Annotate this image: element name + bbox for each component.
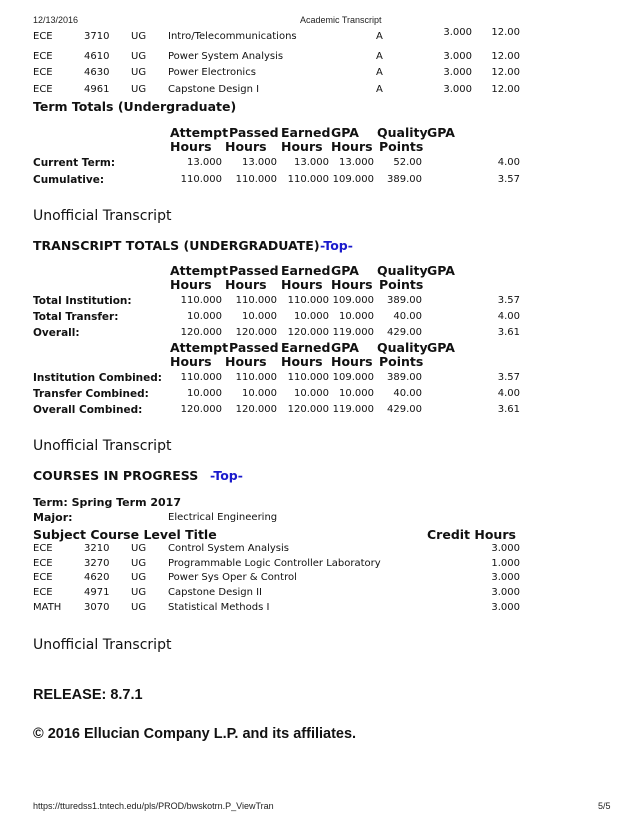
totals-earned-hours: 120.000 (287, 404, 329, 415)
totals-gpa: 4.00 (497, 388, 520, 399)
courses-in-progress-heading: COURSES IN PROGRESS (33, 468, 199, 483)
col-hours: Hours (225, 277, 267, 292)
course-subject: ECE (33, 51, 53, 62)
col-passed: Passed (229, 263, 279, 278)
totals-row-label: Overall Combined: (33, 404, 143, 416)
course-grade: A (376, 51, 383, 62)
credit-hours-col-header: Credit Hours (427, 527, 516, 542)
totals-attempt-hours: 13.000 (187, 157, 222, 168)
term-label: Term: Spring Term 2017 (33, 496, 181, 509)
print-url: https://tturedss1.tntech.edu/pls/PROD/bwskotrn.P_ViewTran (33, 801, 274, 811)
course-level: UG (131, 51, 147, 62)
ip-course-credit-hours: 1.000 (491, 557, 520, 569)
in-progress-col-header: Subject Course Level Title (33, 527, 217, 542)
totals-gpa-hours: 109.000 (332, 295, 374, 306)
totals-passed-hours: 110.000 (235, 174, 277, 185)
col-hours: Hours (170, 139, 212, 154)
totals-gpa-hours: 119.000 (332, 327, 374, 338)
transcript-totals-heading: TRANSCRIPT TOTALS (UNDERGRADUATE) (33, 238, 320, 253)
ip-course-subject: ECE (33, 557, 53, 569)
totals-gpa: 3.61 (497, 404, 520, 415)
col-points: Points (379, 277, 424, 292)
course-number: 4610 (84, 51, 110, 62)
totals-gpa-hours: 10.000 (339, 311, 374, 322)
col-points: Points (379, 354, 424, 369)
col-gpa: GPA (427, 125, 455, 140)
totals-quality-points: 389.00 (387, 372, 422, 383)
totals-passed-hours: 110.000 (235, 295, 277, 306)
col-earned: Earned (281, 263, 331, 278)
totals-row-label: Cumulative: (33, 174, 105, 186)
col-points: Points (379, 139, 424, 154)
course-title: Power System Analysis (168, 51, 284, 62)
ip-course-title: Programmable Logic Controller Laboratory (168, 557, 381, 569)
course-level: UG (131, 84, 147, 95)
unofficial-transcript-label-3: Unofficial Transcript (33, 637, 172, 653)
ip-course-level: UG (131, 557, 147, 569)
unofficial-transcript-label: Unofficial Transcript (33, 208, 172, 224)
ip-course-subject: ECE (33, 587, 53, 599)
col-hours: Hours (281, 139, 323, 154)
top-link[interactable]: -Top- (320, 238, 353, 253)
col-hours: Hours (170, 354, 212, 369)
col-hours: Hours (331, 139, 373, 154)
print-page-number: 5/5 (598, 801, 611, 811)
print-title: Academic Transcript (300, 15, 382, 25)
totals-earned-hours: 110.000 (287, 372, 329, 383)
totals-row-label: Institution Combined: (33, 372, 162, 384)
col-attempt: Attempt (170, 340, 229, 355)
totals-earned-hours: 10.000 (294, 311, 329, 322)
ip-course-credit-hours: 3.000 (491, 572, 520, 584)
ip-course-credit-hours: 3.000 (491, 587, 520, 599)
totals-passed-hours: 110.000 (235, 372, 277, 383)
course-grade: A (376, 84, 383, 95)
course-credit-hours: 3.000 (443, 84, 472, 95)
ip-course-number: 4620 (84, 572, 110, 584)
totals-passed-hours: 13.000 (242, 157, 277, 168)
totals-gpa-hours: 10.000 (339, 388, 374, 399)
course-grade: A (376, 31, 383, 42)
col-quality: Quality (377, 263, 428, 278)
ip-course-title: Statistical Methods I (168, 601, 270, 613)
col-quality: Quality (377, 340, 428, 355)
totals-quality-points: 429.00 (387, 404, 422, 415)
course-level: UG (131, 67, 147, 78)
totals-gpa: 3.57 (497, 295, 520, 306)
totals-attempt-hours: 120.000 (180, 404, 222, 415)
col-gpa: GPA (427, 340, 455, 355)
ip-course-title: Power Sys Oper & Control (168, 572, 297, 584)
top-link-2[interactable]: -Top- (210, 468, 243, 483)
course-title: Capstone Design I (168, 84, 260, 95)
totals-passed-hours: 120.000 (235, 327, 277, 338)
course-level: UG (131, 31, 147, 42)
term-totals-heading: Term Totals (Undergraduate) (33, 99, 237, 114)
course-title: Power Electronics (168, 67, 256, 78)
totals-gpa: 4.00 (497, 157, 520, 168)
col-passed: Passed (229, 125, 279, 140)
totals-gpa-hours: 119.000 (332, 404, 374, 415)
course-quality-points: 12.00 (491, 84, 520, 95)
ip-course-credit-hours: 3.000 (491, 601, 520, 613)
totals-attempt-hours: 110.000 (180, 372, 222, 383)
ip-course-number: 3070 (84, 601, 110, 613)
col-hours: Hours (281, 277, 323, 292)
col-passed: Passed (229, 340, 279, 355)
totals-attempt-hours: 10.000 (187, 388, 222, 399)
totals-gpa-hours: 109.000 (332, 174, 374, 185)
col-gpa-hours: GPA (331, 125, 359, 140)
col-gpa-hours: GPA (331, 340, 359, 355)
ip-course-level: UG (131, 601, 147, 613)
ip-course-credit-hours: 3.000 (491, 543, 520, 554)
col-hours: Hours (281, 354, 323, 369)
course-quality-points: 12.00 (491, 27, 520, 38)
course-number: 3710 (84, 31, 110, 42)
totals-quality-points: 389.00 (387, 295, 422, 306)
totals-row-label: Total Institution: (33, 295, 132, 307)
totals-earned-hours: 110.000 (287, 295, 329, 306)
col-hours: Hours (225, 139, 267, 154)
col-earned: Earned (281, 125, 331, 140)
totals-gpa-hours: 13.000 (339, 157, 374, 168)
course-quality-points: 12.00 (491, 51, 520, 62)
col-attempt: Attempt (170, 263, 229, 278)
course-credit-hours: 3.000 (443, 27, 472, 38)
ip-course-number: 4971 (84, 587, 110, 599)
totals-earned-hours: 10.000 (294, 388, 329, 399)
course-subject: ECE (33, 67, 53, 78)
ip-course-number: 3270 (84, 557, 110, 569)
totals-gpa: 3.61 (497, 327, 520, 338)
totals-row-label: Total Transfer: (33, 311, 119, 323)
totals-quality-points: 429.00 (387, 327, 422, 338)
print-date: 12/13/2016 (33, 15, 79, 25)
col-quality: Quality (377, 125, 428, 140)
totals-passed-hours: 120.000 (235, 404, 277, 415)
totals-row-label: Transfer Combined: (33, 388, 149, 400)
totals-gpa: 3.57 (497, 372, 520, 383)
totals-quality-points: 40.00 (393, 311, 422, 322)
ip-course-subject: ECE (33, 543, 53, 554)
release-version: RELEASE: 8.7.1 (33, 687, 143, 703)
totals-quality-points: 40.00 (393, 388, 422, 399)
unofficial-transcript-label-2: Unofficial Transcript (33, 438, 172, 454)
totals-gpa: 3.57 (497, 174, 520, 185)
ip-course-subject: ECE (33, 572, 53, 584)
course-subject: ECE (33, 84, 53, 95)
ip-course-subject: MATH (33, 601, 62, 613)
totals-quality-points: 389.00 (387, 174, 422, 185)
course-number: 4630 (84, 67, 110, 78)
totals-passed-hours: 10.000 (242, 311, 277, 322)
col-gpa: GPA (427, 263, 455, 278)
totals-gpa: 4.00 (497, 311, 520, 322)
course-credit-hours: 3.000 (443, 51, 472, 62)
major-value: Electrical Engineering (168, 512, 278, 523)
totals-earned-hours: 120.000 (287, 327, 329, 338)
course-quality-points: 12.00 (491, 67, 520, 78)
totals-attempt-hours: 110.000 (180, 174, 222, 185)
totals-attempt-hours: 110.000 (180, 295, 222, 306)
totals-earned-hours: 110.000 (287, 174, 329, 185)
ip-course-title: Capstone Design II (168, 587, 262, 599)
ip-course-level: UG (131, 543, 147, 554)
totals-earned-hours: 13.000 (294, 157, 329, 168)
col-hours: Hours (331, 277, 373, 292)
totals-row-label: Overall: (33, 327, 80, 339)
col-attempt: Attempt (170, 125, 229, 140)
copyright-notice: © 2016 Ellucian Company L.P. and its affiliates. (33, 726, 357, 742)
col-hours: Hours (331, 354, 373, 369)
totals-quality-points: 52.00 (393, 157, 422, 168)
course-grade: A (376, 67, 383, 78)
totals-row-label: Current Term: (33, 157, 116, 169)
totals-attempt-hours: 10.000 (187, 311, 222, 322)
col-earned: Earned (281, 340, 331, 355)
course-subject: ECE (33, 31, 53, 42)
totals-attempt-hours: 120.000 (180, 327, 222, 338)
major-label: Major: (33, 511, 73, 524)
col-gpa-hours: GPA (331, 263, 359, 278)
course-title: Intro/Telecommunications (168, 31, 297, 42)
totals-passed-hours: 10.000 (242, 388, 277, 399)
ip-course-title: Control System Analysis (168, 543, 289, 554)
col-hours: Hours (170, 277, 212, 292)
course-number: 4961 (84, 84, 110, 95)
col-hours: Hours (225, 354, 267, 369)
ip-course-number: 3210 (84, 543, 110, 554)
totals-gpa-hours: 109.000 (332, 372, 374, 383)
ip-course-level: UG (131, 572, 147, 584)
ip-course-level: UG (131, 587, 147, 599)
course-credit-hours: 3.000 (443, 67, 472, 78)
